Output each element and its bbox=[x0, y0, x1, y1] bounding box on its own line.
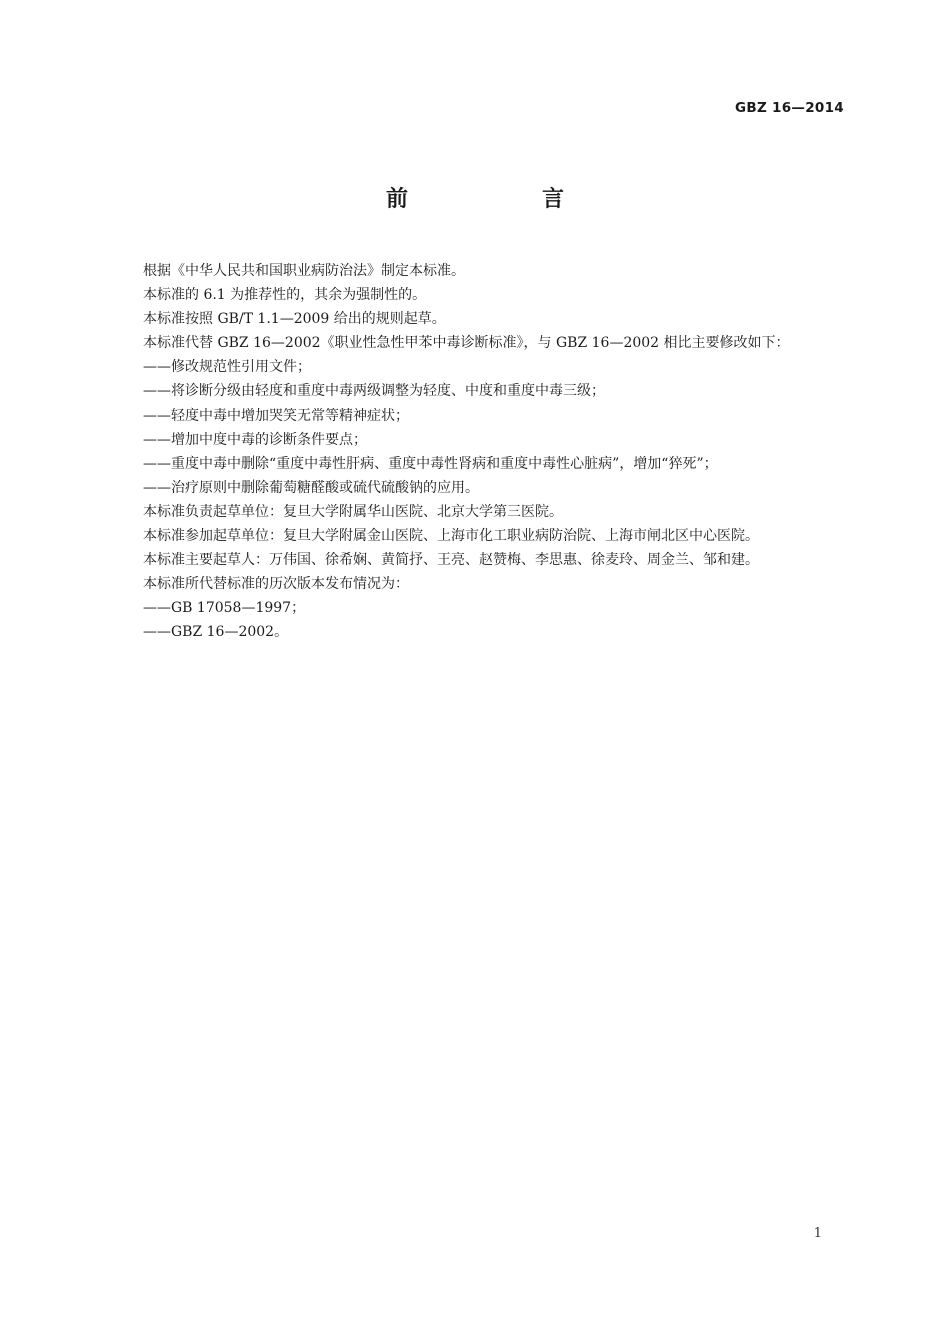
paragraph-basis: 根据《中华人民共和国职业病防治法》制定本标准。 bbox=[143, 263, 465, 279]
list-item-change: ——增加中度中毒的诊断条件要点； bbox=[143, 431, 367, 448]
list-item-version: ——GB 17058—1997； bbox=[143, 600, 306, 617]
paragraph-recommended-clause: 本标准的 6.1 为推荐性的，其余为强制性的。 bbox=[143, 287, 427, 304]
list-item-change: ——治疗原则中删除葡萄糖醛酸或硫代硫酸钠的应用。 bbox=[143, 479, 479, 496]
paragraph-responsible-units: 本标准负责起草单位：复旦大学附属华山医院、北京大学第三医院。 bbox=[143, 503, 563, 520]
page-number: 1 bbox=[813, 1226, 822, 1241]
list-item-change: ——将诊断分级由轻度和重度中毒两级调整为轻度、中度和重度中毒三级； bbox=[143, 383, 605, 400]
paragraph-participating-units: 本标准参加起草单位：复旦大学附属金山医院、上海市化工职业病防治院、上海市闸北区中心医院。 bbox=[143, 528, 759, 545]
list-item-change: ——重度中毒中删除“重度中毒性肝病、重度中毒性肾病和重度中毒性心脏病”，增加“猝死”； bbox=[143, 455, 718, 472]
standard-code: GBZ 16—2014 bbox=[734, 100, 844, 116]
paragraph-drafting-rules: 本标准按照 GB/T 1.1—2009 给出的规则起草。 bbox=[143, 311, 446, 328]
page-title: 前 言 bbox=[385, 187, 620, 212]
list-item-change: ——修改规范性引用文件； bbox=[143, 359, 311, 376]
paragraph-replacement: 本标准代替 GBZ 16—2002《职业性急性甲苯中毒诊断标准》，与 GBZ 16—2002 相比主要修改如下： bbox=[143, 335, 790, 352]
paragraph-version-history: 本标准所代替标准的历次版本发布情况为： bbox=[143, 576, 409, 593]
list-item-change: ——轻度中毒中增加哭笑无常等精神症状； bbox=[143, 407, 409, 424]
list-item-version: ——GBZ 16—2002。 bbox=[143, 624, 289, 641]
foreword-body bbox=[107, 259, 847, 645]
paragraph-main-drafters: 本标准主要起草人：万伟国、徐希娴、黄简抒、王亮、赵赞梅、李思惠、徐麦玲、周金兰、邹和建。 bbox=[143, 552, 759, 569]
